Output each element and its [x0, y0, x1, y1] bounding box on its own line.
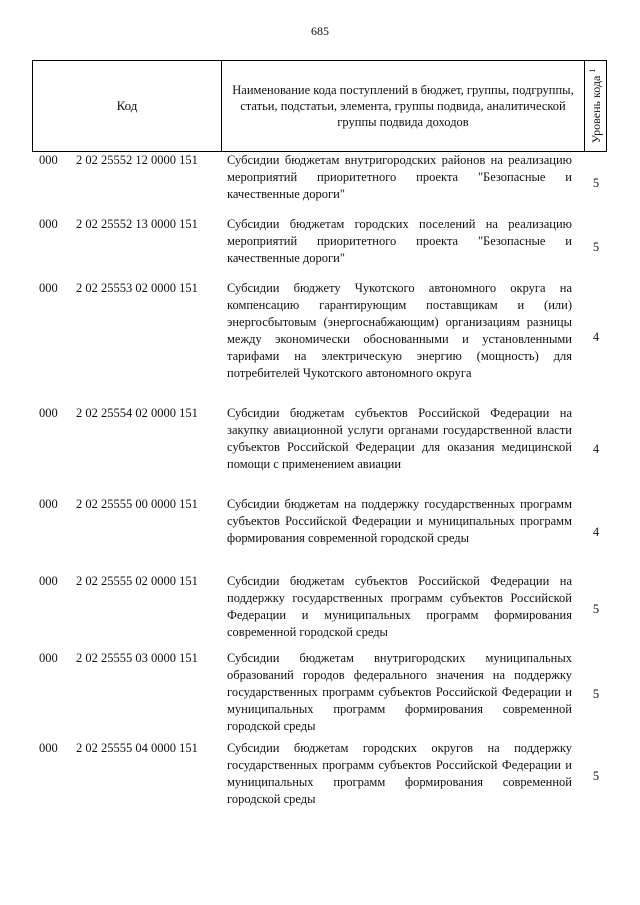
header-name-label: Наименование кода поступлений в бюджет, группы, подгруппы, статьи, подстатьи, элемента, группы подвида, аналитической группы подвида доходов: [232, 83, 574, 129]
code-level: 5: [592, 176, 600, 190]
income-code: 2 02 25552 13 0000 151: [76, 217, 198, 231]
admin-code: 000: [39, 651, 58, 665]
income-code: 2 02 25552 12 0000 151: [76, 153, 198, 167]
admin-code: 000: [39, 406, 58, 420]
income-code: 2 02 25554 02 0000 151: [76, 406, 198, 420]
header-level-rotated: [588, 69, 604, 144]
income-description: Субсидии бюджетам городских округов на поддержку государственных программ субъектов Российской Федерации и муниципальных программ формирования современной городской среды: [227, 741, 572, 806]
admin-code: 000: [39, 574, 58, 588]
header-name-cell: [222, 61, 585, 151]
header-code-cell: [33, 61, 222, 151]
income-description: Субсидии бюджетам городских поселений на реализацию мероприятий приоритетного проекта "Безопасные и качественные дороги": [227, 217, 572, 265]
header-level-cell: [585, 61, 607, 151]
admin-code: 000: [39, 497, 58, 511]
admin-code: 000: [39, 281, 58, 295]
income-description: Субсидии бюджетам внутригородских муниципальных образований городов федерального значения на поддержку государственных программ субъектов Российской Федерации и муниципальных программ формирования современной городской среды: [227, 651, 572, 733]
income-code: 2 02 25555 00 0000 151: [76, 497, 198, 511]
admin-code: 000: [39, 217, 58, 231]
admin-code: 000: [39, 153, 58, 167]
code-level: 5: [592, 602, 600, 616]
income-code: 2 02 25553 02 0000 151: [76, 281, 198, 295]
header-level-footnote: 1: [588, 68, 597, 73]
code-level: 5: [592, 769, 600, 783]
header-code-label: Код: [116, 98, 138, 113]
admin-code: 000: [39, 741, 58, 755]
page-number: 685: [311, 24, 329, 38]
income-description: Субсидии бюджетам на поддержку государственных программ субъектов Российской Федерации и муниципальных программ формирования современной городской среды: [227, 497, 572, 545]
header-level-label: Уровень кода: [589, 75, 603, 144]
income-description: Субсидии бюджетам субъектов Российской Федерации на закупку авиационной услуги органами государственной власти субъектов Российской Федерации для оказания медицинской помощи с применением авиации: [227, 406, 572, 471]
table-header: [32, 60, 607, 152]
income-code: 2 02 25555 04 0000 151: [76, 741, 198, 755]
income-code: 2 02 25555 02 0000 151: [76, 574, 198, 588]
income-description: Субсидии бюджетам субъектов Российской Федерации на поддержку государственных программ субъектов Российской Федерации и муниципальных программ формирования современной городской среды: [227, 574, 572, 639]
code-level: 5: [592, 240, 600, 254]
code-level: 4: [592, 525, 600, 539]
code-level: 4: [592, 330, 600, 344]
income-description: Субсидии бюджету Чукотского автономного округа на компенсацию гарантирующим поставщикам и (или) энергосбытовым (энергоснабжающим) организациям разницы между экономически обоснованными и установленными тарифами на электрическую энергию (мощность) для потребителей Чукотского автономного округа: [227, 281, 572, 380]
code-level: 5: [592, 687, 600, 701]
income-description: Субсидии бюджетам внутригородских районов на реализацию мероприятий приоритетного проекта "Безопасные и качественные дороги": [227, 153, 572, 201]
income-code: 2 02 25555 03 0000 151: [76, 651, 198, 665]
code-level: 4: [592, 442, 600, 456]
